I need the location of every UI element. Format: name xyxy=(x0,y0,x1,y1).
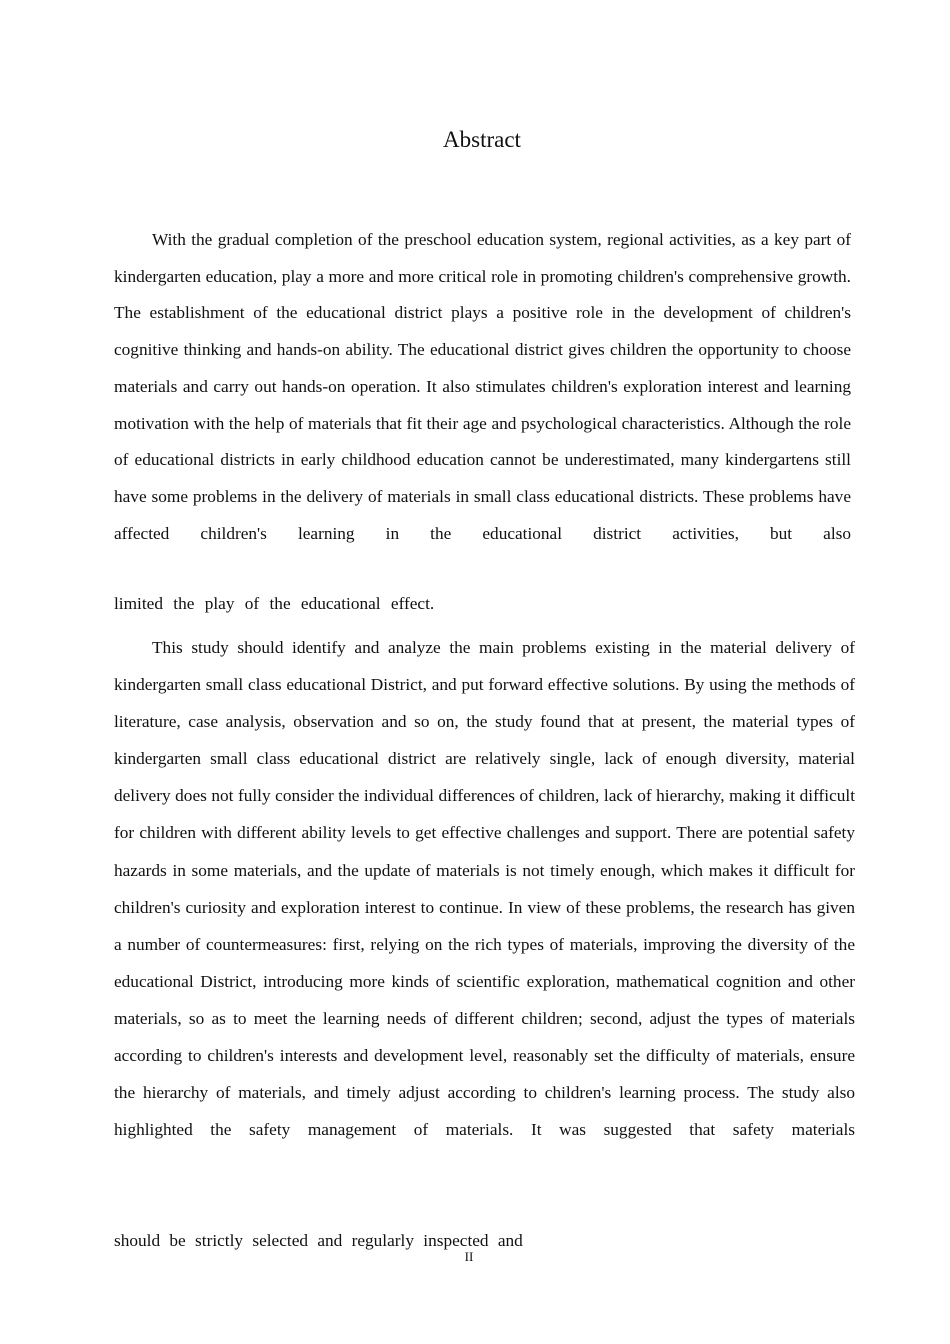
paragraph-2-text: This study should identify and analyze the main problems existing in the material delivery of kindergarten small class educational District, and put forward effective solutions. By using the methods of literature, case analysis, observation and so on, the study found that at present, the material types of kindergarten small class educational district are relatively single, lack of enough diversity, material delivery does not fully consider the individual differences of children, lack of hierarchy, making it difficult for children with different ability levels to get effective challenges and support. There are potential safety hazards in some materials, and the update of materials is not timely enough, which makes it difficult for children's curiosity and exploration interest to continue. In view of these problems, the research has given a number of countermeasures: first, relying on the rich types of materials, improving the diversity of the educational District, introducing more kinds of scientific exploration, mathematical cognition and other materials, so as to meet the learning needs of different children; second, adjust the types of materials according to children's interests and development level, reasonably set the difficulty of materials, ensure the hierarchy of materials, and timely adjust according to children's learning process. The study also highlighted the safety management of materials. It was suggested that safety materials xyxy=(114,638,855,1140)
page-number: II xyxy=(464,1249,474,1264)
abstract-paragraph-2 xyxy=(114,629,855,1148)
abstract-paragraph-1 xyxy=(114,222,851,552)
abstract-paragraph-1-last-line: limited the play of the educational effect. xyxy=(114,594,435,613)
abstract-paragraph-2-last-line: should be strictly selected and regularly inspected and xyxy=(114,1231,523,1250)
page-title: Abstract xyxy=(443,127,521,152)
paragraph-1-text: With the gradual completion of the preschool education system, regional activities, as a key part of kindergarten education, play a more and more critical role in promoting children's comprehensive growth. The establishment of the educational district plays a positive role in the development of children's cognitive thinking and hands-on ability. The educational district gives children the opportunity to choose materials and carry out hands-on operation. It also stimulates children's exploration interest and learning motivation with the help of materials that fit their age and psychological characteristics. Although the role of educational districts in early childhood education cannot be underestimated, many kindergartens still have some problems in the delivery of materials in small class educational districts. These problems have affected children's learning in the educational district activities, but also xyxy=(114,230,851,543)
